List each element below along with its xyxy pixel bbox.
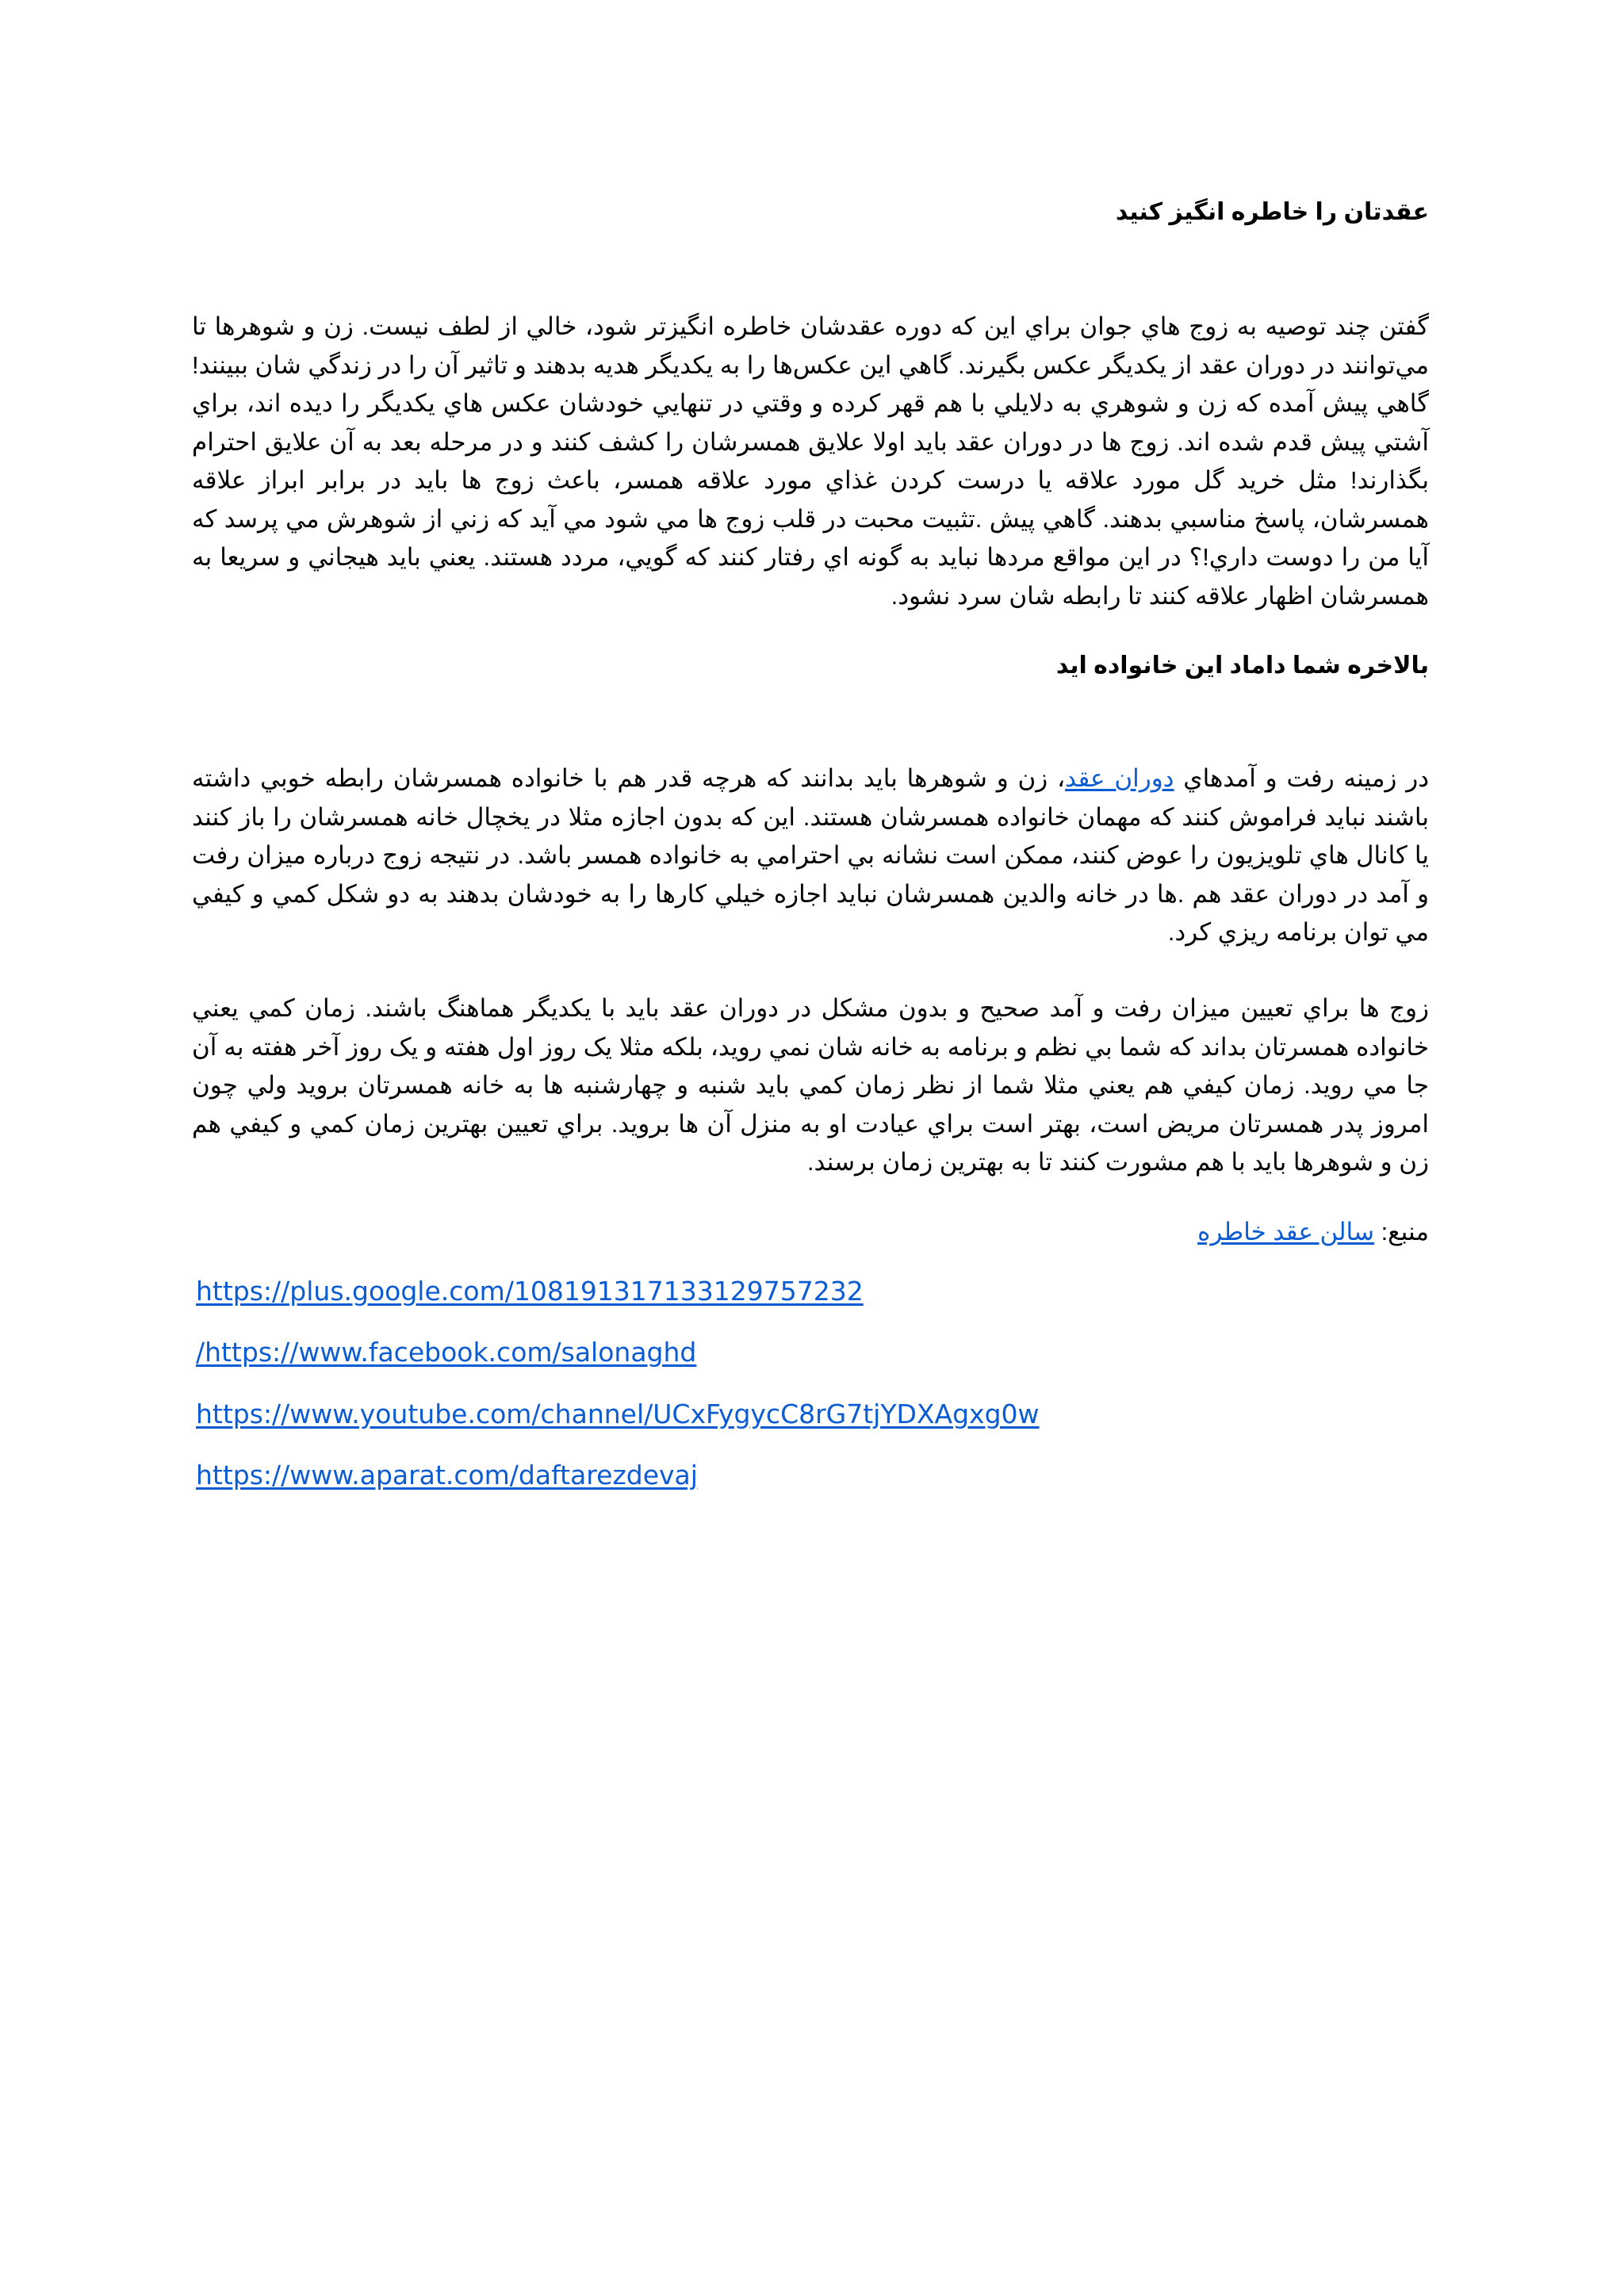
facebook-link[interactable]: /https://www.facebook.com/salonaghd	[196, 1337, 697, 1368]
source-label: منبع:	[1373, 1218, 1429, 1246]
paragraph-text-start: در زمينه رفت و آمدهاي	[1174, 764, 1429, 792]
paragraph-text: گفتن چند توصيه به زوج هاي جوان براي اين كه دوره عقدشان خاطره انگيزتر شود، خالي از لطف نيست. زن و شوهرها تا مي‌توانند در دوران عقد از يكديگر عكس بگيرند. گاهي اين عكس‌ها را به يكديگر هديه بدهند و تاثير آن را در زندگي شان ببينند! گاهي پيش آمده كه زن و شوهري به دلايلي با هم قهر كرده و وقتي در تنهايي خودشان عكس هاي يكديگر را ديده اند، براي آشتي پيش قدم شده اند. زوج ها در دوران عقد بايد اولا علايق همسرشان را كشف كنند و در مرحله بعد به آن علايق احترام بگذارند! مثل خريد گل مورد علاقه يا درست كردن غذاي مورد علاقه همسر، باعث زوج ها بايد در برابر ابراز علاقه همسرشان، پاسخ مناسبي بدهند. گاهي پيش .تثبيت محبت در قلب زوج ها مي شود مي آيد كه زني از شوهرش مي پرسد كه آيا من را دوست داري!؟ در اين مواقع مردها نبايد به گونه اي رفتار كنند كه گويي، مردد هستند. يعني بايد هيجاني و سريعا به همسرشان اظهار علاقه كنند تا رابطه شان سرد نشود.	[192, 312, 1429, 610]
youtube-link[interactable]: https://www.youtube.com/channel/UCxFygycC8rG7tjYDXAgxg0w	[196, 1399, 1040, 1429]
paragraph-family-visits	[192, 760, 1429, 952]
paragraph-visit-schedule	[192, 989, 1429, 1182]
engagement-period-link[interactable]: دوران عقد	[1065, 764, 1174, 792]
paragraph-text	[192, 760, 1429, 952]
source-line	[192, 1216, 1429, 1248]
source-link[interactable]: سالن عقد خاطره	[1197, 1218, 1374, 1246]
section-heading-son-in-law: بالاخره شما داماد اين خانواده ايد	[1055, 652, 1429, 679]
paragraph-engagement-tips	[192, 308, 1429, 615]
paragraph-text: زوج ها براي تعيين ميزان رفت و آمد صحيح و بدون مشكل در دوران عقد بايد با يكديگر هماهنگ باشند. زمان كمي يعني خانواده همسرتان بداند كه شما بي نظم و برنامه به خانه شان نمي رويد، بلكه مثلا يک روز اول هفته و يک روز آخر هفته به آن جا مي رويد. زمان كيفي هم يعني مثلا شما از نظر زمان كمي بايد شنبه و چهارشنبه ها به خانه همسرتان برويد ولي چون امروز پدر همسرتان مريض است، بهتر است براي عيادت او به منزل آن ها برويد. براي تعيين بهترين زمان كمي و كيفي هم زن و شوهرها بايد با هم مشورت كنند تا به بهترين زمان برسند.	[192, 994, 1429, 1176]
paragraph-text-rest: ، زن و شوهرها بايد بدانند كه هرچه قدر هم با خانواده همسرشان رابطه خوبي داشته باشند نبايد فراموش كنند كه مهمان خانواده همسرشان هستند. اين كه بدون اجازه مثلا در يخچال خانه همسرشان را باز كنند يا كانال هاي تلويزيون را عوض كنند، ممكن است نشانه بي احترامي به خانواده همسر باشد. در نتيجه زوج درباره ميزان رفت و آمد در دوران عقد هم .ها در خانه والدين همسرشان نبايد اجازه خيلي كارها را به خودشان بدهند به دو شكل كمي و كيفي مي توان برنامه ريزي كرد.	[192, 764, 1429, 946]
section-heading-memorable-engagement: عقدتان را خاطره انگيز كنيد	[1115, 199, 1429, 225]
aparat-link[interactable]: https://www.aparat.com/daftarezdevaj	[196, 1460, 698, 1490]
google-plus-link[interactable]: https://plus.google.com/108191317133129757232	[196, 1276, 864, 1307]
